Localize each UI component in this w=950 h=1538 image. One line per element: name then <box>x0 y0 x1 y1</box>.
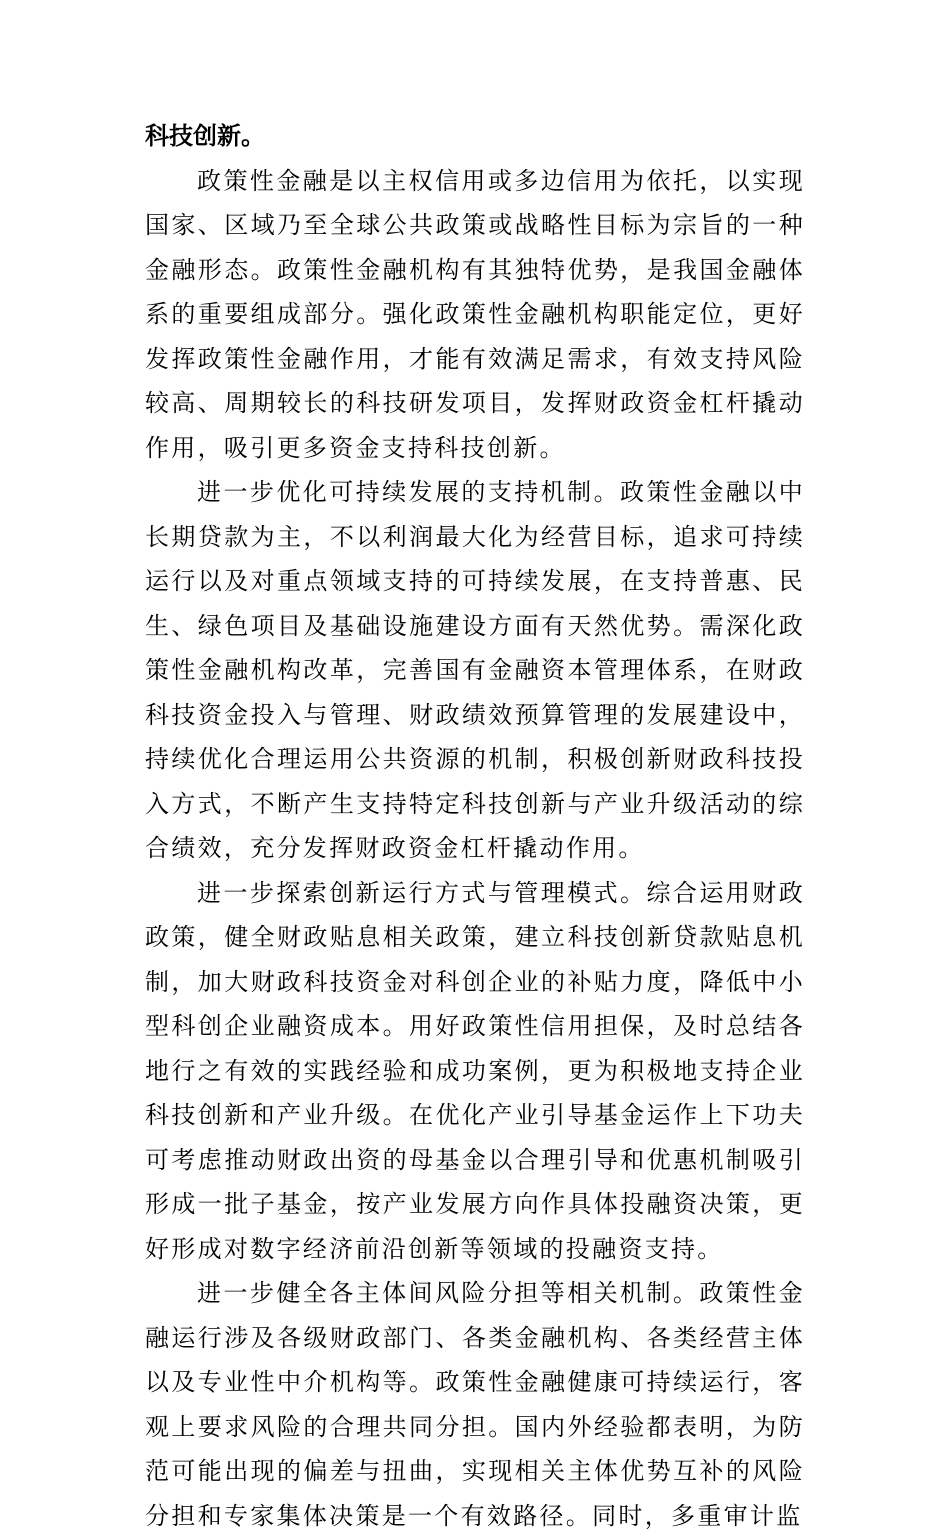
paragraph-risk-sharing: 进一步健全各主体间风险分担等相关机制。政策性金融运行涉及各级财政部门、各类金融机构、各类经营主体以及专业性中介机构等。政策性金融健康可持续运行，客观上要求风险的合理共同分担。国内外经验都表明，为防范可能出现的偏差与扭曲，实现相关主体优势互补的风险分担和专家集体决策是一个有效路径。同时，多重审计监 <box>145 1279 805 1530</box>
paragraph-policy-finance-intro: 政策性金融是以主权信用或多边信用为依托，以实现国家、区域乃至全球公共政策或战略性目标为宗旨的一种金融形态。政策性金融机构有其独特优势，是我国金融体系的重要组成部分。强化政策性金融机构职能定位，更好发挥政策性金融作用，才能有效满足需求，有效支持风险较高、周期较长的科技研发项目，发挥财政资金杠杆撬动作用，吸引更多资金支持科技创新。 <box>145 166 805 462</box>
continuation-line: 科技创新。 <box>145 122 265 150</box>
document-body <box>145 114 805 1538</box>
paragraph-sustainable-support: 进一步优化可持续发展的支持机制。政策性金融以中长期贷款为主，不以利润最大化为经营目标，追求可持续运行以及对重点领域支持的可持续发展，在支持普惠、民生、绿色项目及基础设施建设方面有天然优势。需深化政策性金融机构改革，完善国有金融资本管理体系，在财政科技资金投入与管理、财政绩效预算管理的发展建设中，持续优化合理运用公共资源的机制，积极创新财政科技投入方式，不断产生支持特定科技创新与产业升级活动的综合绩效，充分发挥财政资金杠杆撬动作用。 <box>145 478 805 862</box>
paragraph-operation-innovation: 进一步探索创新运行方式与管理模式。综合运用财政政策，健全财政贴息相关政策，建立科技创新贷款贴息机制，加大财政科技资金对科创企业的补贴力度，降低中小型科创企业融资成本。用好政策性信用担保，及时总结各地行之有效的实践经验和成功案例，更为积极地支持企业科技创新和产业升级。在优化产业引导基金运作上下功夫可考虑推动财政出资的母基金以合理引导和优惠机制吸引形成一批子基金，按产业发展方向作具体投融资决策，更好形成对数字经济前沿创新等领域的投融资支持。 <box>145 878 805 1263</box>
